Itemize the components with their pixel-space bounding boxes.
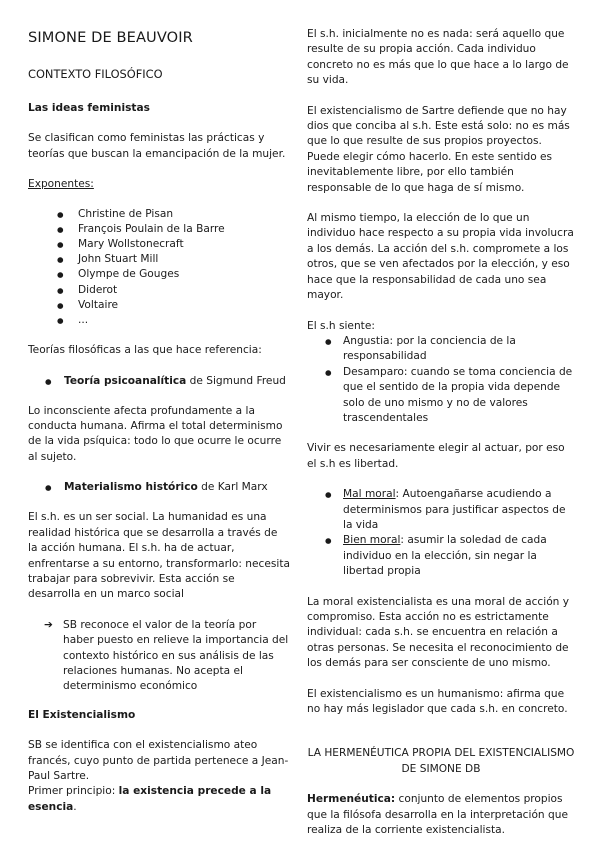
list-item: ● Angustia: por la conciencia de la responsabilidad	[307, 334, 575, 365]
left-column	[28, 0, 290, 815]
existentialism-paragraph: SB se identifica con el existencialismo ateo francés, cuyo punto de partida pertenece a Jean-Paul Sartre.	[28, 739, 289, 782]
section-context-heading: CONTEXTO FILOSÓFICO	[28, 67, 163, 81]
list-item: ● Voltaire	[28, 298, 290, 313]
document-title: SIMONE DE BEAUVOIR	[28, 29, 193, 46]
principle-suffix: .	[73, 800, 77, 813]
theory-name: Teoría psicoanalítica	[64, 374, 187, 387]
principle-prefix: Primer principio:	[28, 785, 119, 798]
hermeneutics-title: LA HERMENÉUTICA PROPIA DEL EXISTENCIALISMO DE SIMONE DB	[307, 747, 575, 775]
materialism-paragraph: El s.h. es un ser social. La humanidad es una realidad histórica que se desarrolla a través de la acción humana. El s.h. ha de actuar, enfrentarse a su entorno, transformarlo: necesita trabajar para sobrevivir. Esta acción se desarrolla en un marco social	[28, 511, 290, 601]
bad-moral-label: Mal moral	[343, 488, 396, 501]
theory-author: de Sigmund Freud	[186, 374, 286, 387]
list-item: ● John Stuart Mill	[28, 252, 290, 267]
hermeneutics-definition	[307, 792, 575, 838]
sb-note-text: SB reconoce el valor de la teoría por haber puesto en relieve la importancia del contexto histórico en sus análisis de las relaciones humanas. No acepta el determinismo económico	[63, 618, 289, 693]
paragraph-freedom: Vivir es necesariamente elegir al actuar, por eso el s.h es libertad.	[307, 442, 565, 470]
list-item: ● Mary Wollstonecraft	[28, 237, 290, 252]
list-item: ● ...	[28, 313, 290, 328]
existentialism-heading: El Existencialismo	[28, 708, 136, 721]
theories-intro: Teorías filosóficas a las que hace referencia:	[28, 344, 262, 357]
hermeneutics-text: conjunto de elementos propios que la filósofa desarrolla en la interpretación que realiza de la corriente existencialista.	[307, 793, 568, 837]
hermeneutics-label: Hermenéutica:	[307, 793, 396, 806]
paragraph-morality: La moral existencialista es una moral de acción y compromiso. Esta acción no es estrictamente individual: cada s.h. se encuentra en relación a otras personas. Se necesita el reconocimiento de los demás para ser consciente de uno mismo.	[307, 595, 570, 670]
paragraph-humanism: El existencialismo es un humanismo: afirma que no hay más legislador que cada s.h. en concreto.	[307, 687, 568, 716]
exponents-label: Exponentes:	[28, 178, 94, 191]
paragraph-sartre: El existencialismo de Sartre defiende que no hay dios que conciba al s.h. Este está solo: no es más que lo que resulte de sus propios proyectos. Puede elegir cómo hacerlo. En este sentido es inevitablemente libre, por ello también responsable de lo que haga de sí mismo.	[307, 104, 570, 194]
sb-note	[28, 618, 290, 695]
list-item: ● Desamparo: cuando se toma conciencia de que el sentido de la propia vida depende solo de uno mismo y no de valores trascendentales	[307, 365, 575, 427]
principle-bold: la existencia precede a la esencia	[28, 785, 272, 813]
bullet-icon: ●	[45, 376, 52, 386]
paragraph-initial: El s.h. inicialmente no es nada: será aquello que resulte de su propia acción. Cada individuo concreto no es más que lo que hace a lo largo de su vida.	[307, 28, 569, 87]
exponents-list	[28, 207, 290, 329]
bullet-icon: ●	[45, 483, 52, 493]
bad-moral-text: : Autoengañarse acudiendo a determinismos para justificar aspectos de la vida	[343, 488, 566, 531]
paragraph-others: Al mismo tiempo, la elección de lo que un individuo hace respecto a su propia vida involucra a los demás. La acción del s.h. compromete a los otros, que se ven afectados por la elección, y eso hace que la responsabilidad de cada uno sea mayor.	[307, 212, 574, 302]
list-item: ● Christine de Pisan	[28, 207, 290, 222]
theory-psychoanalysis	[28, 374, 290, 389]
theory-name: Materialismo histórico	[64, 481, 198, 494]
list-item: ● Olympe de Gouges	[28, 267, 290, 282]
list-item: ● François Poulain de la Barre	[28, 222, 290, 237]
feminist-paragraph: Se clasifican como feministas las prácticas y teorías que buscan la emancipación de la mujer.	[28, 132, 286, 160]
right-column	[307, 0, 575, 838]
theory-historical-materialism	[28, 480, 290, 495]
first-principle	[28, 784, 290, 815]
psychoanalysis-paragraph: Lo inconsciente afecta profundamente a la conducta humana. Afirma el total determinismo de la vida psíquica: todo lo que ocurre le ocurre al sujeto.	[28, 404, 283, 463]
list-item	[307, 533, 575, 579]
list-item: ● Diderot	[28, 283, 290, 298]
good-moral-text: : asumir la soledad de cada individuo en la elección, sin negar la libertad propia	[343, 534, 547, 578]
arrow-icon: ➔	[44, 618, 53, 631]
good-moral-label: Bien moral	[343, 534, 401, 547]
feelings-list	[307, 334, 575, 426]
feminist-heading: Las ideas feministas	[28, 102, 150, 114]
list-item	[307, 487, 575, 533]
feels-label: El s.h siente:	[307, 319, 375, 332]
moral-list	[307, 487, 575, 579]
theory-author: de Karl Marx	[197, 481, 268, 494]
